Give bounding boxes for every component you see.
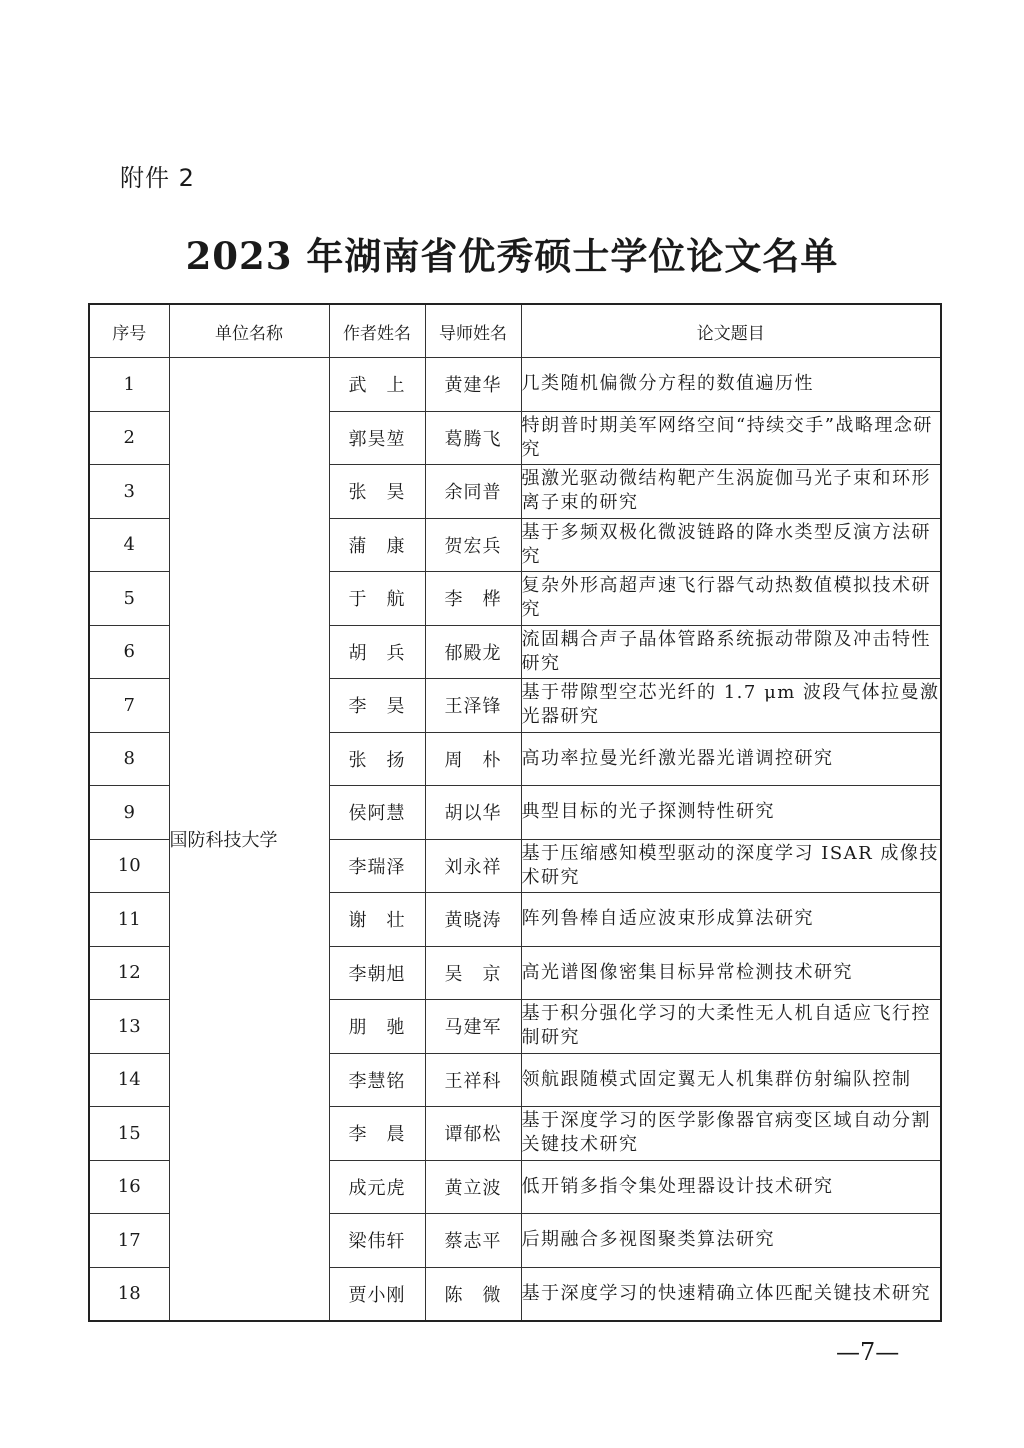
row-author: 梁伟轩: [329, 1214, 425, 1268]
row-thesis-title: 特朗普时期美军网络空间“持续交手”战略理念研究: [521, 411, 941, 465]
row-author: 李瑞泽: [329, 839, 425, 893]
row-thesis-title: 强激光驱动微结构靶产生涡旋伽马光子束和环形离子束的研究: [521, 465, 941, 519]
row-author: 李 昊: [329, 679, 425, 733]
row-seq: 15: [89, 1107, 169, 1161]
row-advisor: 王祥科: [425, 1053, 521, 1107]
row-seq: 4: [89, 518, 169, 572]
row-thesis-title: 复杂外形高超声速飞行器气动热数值模拟技术研究: [521, 572, 941, 626]
row-advisor: 周 朴: [425, 732, 521, 786]
row-seq: 17: [89, 1214, 169, 1268]
row-thesis-title: 基于深度学习的医学影像器官病变区域自动分割关键技术研究: [521, 1107, 941, 1161]
row-thesis-title: 阵列鲁棒自适应波束形成算法研究: [521, 893, 941, 947]
page-title: 2023 年湖南省优秀硕士学位论文名单: [185, 234, 839, 278]
row-thesis-title: 高功率拉曼光纤激光器光谱调控研究: [521, 732, 941, 786]
row-author: 张 昊: [329, 465, 425, 519]
row-advisor: 谭郁松: [425, 1107, 521, 1161]
row-advisor: 马建军: [425, 1000, 521, 1054]
row-advisor: 陈 微: [425, 1267, 521, 1321]
row-author: 成元虎: [329, 1160, 425, 1214]
table-row: [89, 358, 941, 412]
row-seq: 5: [89, 572, 169, 626]
row-thesis-title: 后期融合多视图聚类算法研究: [521, 1214, 941, 1268]
row-advisor: 黄建华: [425, 358, 521, 412]
row-thesis-title: 典型目标的光子探测特性研究: [521, 786, 941, 840]
row-thesis-title: 低开销多指令集处理器设计技术研究: [521, 1160, 941, 1214]
row-author: 蒲 康: [329, 518, 425, 572]
header-seq: 序号: [89, 304, 169, 358]
row-seq: 10: [89, 839, 169, 893]
row-author: 张 扬: [329, 732, 425, 786]
row-author: 李慧铭: [329, 1053, 425, 1107]
header-advisor: 导师姓名: [425, 304, 521, 358]
row-thesis-title: 领航跟随模式固定翼无人机集群仿射编队控制: [521, 1053, 941, 1107]
row-advisor: 余同普: [425, 465, 521, 519]
row-thesis-title: 基于带隙型空芯光纤的 1.7 μm 波段气体拉曼激光器研究: [521, 679, 941, 733]
table-header-row: [89, 304, 941, 358]
row-advisor: 刘永祥: [425, 839, 521, 893]
row-thesis-title: 基于压缩感知模型驱动的深度学习 ISAR 成像技术研究: [521, 839, 941, 893]
row-advisor: 胡以华: [425, 786, 521, 840]
row-advisor: 王泽锋: [425, 679, 521, 733]
row-thesis-title: 基于深度学习的快速精确立体匹配关键技术研究: [521, 1267, 941, 1321]
row-author: 李朝旭: [329, 946, 425, 1000]
row-seq: 6: [89, 625, 169, 679]
row-author: 于 航: [329, 572, 425, 626]
row-seq: 16: [89, 1160, 169, 1214]
row-seq: 2: [89, 411, 169, 465]
row-author: 侯阿慧: [329, 786, 425, 840]
row-thesis-title: 基于多频双极化微波链路的降水类型反演方法研究: [521, 518, 941, 572]
row-seq: 1: [89, 358, 169, 412]
row-seq: 8: [89, 732, 169, 786]
row-seq: 9: [89, 786, 169, 840]
row-author: 谢 壮: [329, 893, 425, 947]
row-seq: 7: [89, 679, 169, 733]
row-author: 武 上: [329, 358, 425, 412]
row-seq: 3: [89, 465, 169, 519]
row-advisor: 贺宏兵: [425, 518, 521, 572]
row-advisor: 吴 京: [425, 946, 521, 1000]
attachment-label: 附件 2: [120, 164, 195, 192]
header-author: 作者姓名: [329, 304, 425, 358]
row-thesis-title: 流固耦合声子晶体管路系统振动带隙及冲击特性研究: [521, 625, 941, 679]
row-advisor: 黄立波: [425, 1160, 521, 1214]
row-author: 贾小刚: [329, 1267, 425, 1321]
row-seq: 11: [89, 893, 169, 947]
header-thesis: 论文题目: [521, 304, 941, 358]
row-thesis-title: 高光谱图像密集目标异常检测技术研究: [521, 946, 941, 1000]
row-thesis-title: 基于积分强化学习的大柔性无人机自适应飞行控制研究: [521, 1000, 941, 1054]
thesis-list-table: [88, 303, 942, 1322]
row-author: 朋 驰: [329, 1000, 425, 1054]
row-author: 李 晨: [329, 1107, 425, 1161]
row-thesis-title: 几类随机偏微分方程的数值遍历性: [521, 358, 941, 412]
row-advisor: 郁殿龙: [425, 625, 521, 679]
row-advisor: 黄晓涛: [425, 893, 521, 947]
page-number: —7—: [836, 1338, 900, 1366]
row-seq: 14: [89, 1053, 169, 1107]
header-unit: 单位名称: [169, 304, 329, 358]
row-seq: 13: [89, 1000, 169, 1054]
unit-name-cell: 国防科技大学: [169, 358, 329, 1322]
table-body: [89, 358, 941, 1322]
row-author: 胡 兵: [329, 625, 425, 679]
row-seq: 18: [89, 1267, 169, 1321]
row-advisor: 李 桦: [425, 572, 521, 626]
row-advisor: 蔡志平: [425, 1214, 521, 1268]
row-seq: 12: [89, 946, 169, 1000]
row-advisor: 葛腾飞: [425, 411, 521, 465]
row-author: 郭昊堃: [329, 411, 425, 465]
